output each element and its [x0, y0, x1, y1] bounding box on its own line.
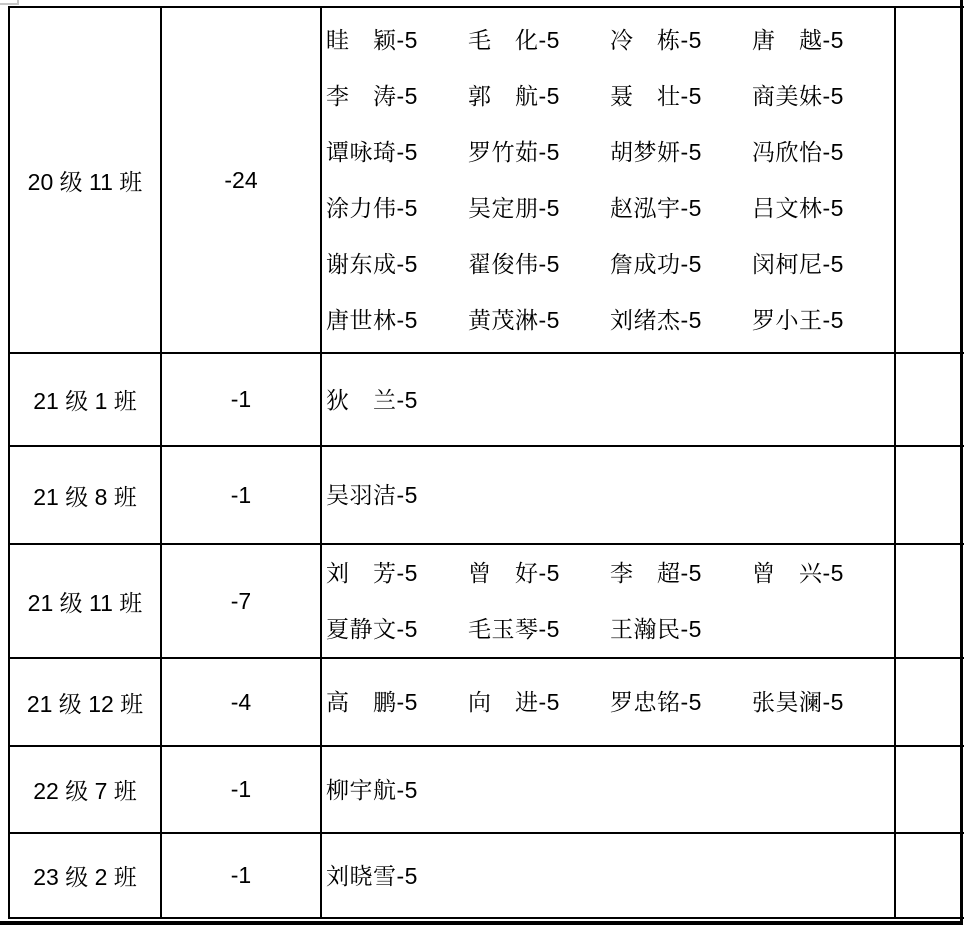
student-names-cell [321, 544, 895, 658]
names-line [326, 292, 894, 348]
student-name: 闵柯尼-5 [752, 251, 844, 277]
student-name: 毛 化-5 [468, 27, 560, 53]
class-label-cell: 20 级 11 班 [9, 7, 161, 353]
student-name: 吴羽洁-5 [326, 482, 418, 508]
student-name: 曾 好-5 [468, 560, 560, 586]
names-line [326, 545, 894, 601]
student-names-cell [321, 658, 895, 746]
student-names-cell [321, 833, 895, 918]
table-row [9, 833, 964, 918]
student-name: 聂 壮-5 [610, 83, 702, 109]
student-name: 赵泓宇-5 [610, 195, 702, 221]
deduction-total-cell: -1 [161, 446, 321, 544]
class-label-cell: 23 级 2 班 [9, 833, 161, 918]
names-line [326, 601, 894, 657]
table-row [9, 746, 964, 833]
student-name: 罗忠铭-5 [610, 689, 702, 715]
student-name: 郭 航-5 [468, 83, 560, 109]
names-line [326, 372, 894, 428]
deduction-total-cell: -1 [161, 833, 321, 918]
names-line [326, 236, 894, 292]
student-name: 刘晓雪-5 [326, 862, 418, 889]
table-container [8, 6, 964, 919]
class-label-cell: 21 级 12 班 [9, 658, 161, 746]
student-name: 狄 兰-5 [326, 386, 418, 413]
student-name: 张昊澜-5 [752, 689, 844, 715]
table-row [9, 7, 964, 353]
student-name: 谭咏琦-5 [326, 139, 418, 165]
class-label-cell: 22 级 7 班 [9, 746, 161, 833]
names-line [326, 124, 894, 180]
student-names-cell [321, 446, 895, 544]
page-bottom-edge [0, 921, 963, 925]
student-name: 高 鹏-5 [326, 689, 418, 715]
empty-cell [895, 7, 964, 353]
names-line [326, 674, 894, 730]
class-deduction-table [8, 6, 964, 919]
student-name: 唐 越-5 [752, 27, 844, 53]
student-name: 向 进-5 [468, 689, 560, 715]
student-name: 刘绪杰-5 [610, 307, 702, 333]
student-name: 夏静文-5 [326, 616, 418, 642]
student-name: 涂力伟-5 [326, 195, 418, 221]
deduction-total-cell: -1 [161, 746, 321, 833]
page-right-edge [960, 0, 963, 925]
student-name: 曾 兴-5 [752, 560, 844, 586]
names-line [326, 467, 894, 523]
student-name: 罗竹茹-5 [468, 139, 560, 165]
student-name: 胡梦妍-5 [610, 139, 702, 165]
student-name: 吕文林-5 [752, 195, 844, 221]
student-names-cell [321, 7, 895, 353]
empty-cell [895, 544, 964, 658]
student-name: 毛玉琴-5 [468, 616, 560, 642]
student-name: 刘 芳-5 [326, 560, 418, 586]
deduction-total-cell: -4 [161, 658, 321, 746]
class-label-cell: 21 级 8 班 [9, 446, 161, 544]
student-name: 冷 栋-5 [610, 27, 702, 53]
names-line [326, 180, 894, 236]
student-name: 冯欣怡-5 [752, 139, 844, 165]
page-corner-mark-vertical [17, 0, 19, 5]
names-line [326, 12, 894, 68]
empty-cell [895, 353, 964, 446]
deduction-total-cell: -1 [161, 353, 321, 446]
student-name: 谢东成-5 [326, 251, 418, 277]
student-name: 吴定朋-5 [468, 195, 560, 221]
student-name: 王瀚民-5 [610, 616, 702, 642]
student-name: 李 涛-5 [326, 83, 418, 109]
student-names-cell [321, 353, 895, 446]
class-label-cell: 21 级 1 班 [9, 353, 161, 446]
student-name: 眭 颖-5 [326, 27, 418, 53]
empty-cell [895, 833, 964, 918]
student-names-cell [321, 746, 895, 833]
deduction-total-cell: -7 [161, 544, 321, 658]
names-line [326, 68, 894, 124]
student-name: 柳宇航-5 [326, 776, 418, 803]
empty-cell [895, 658, 964, 746]
student-name: 黄茂淋-5 [468, 307, 560, 333]
names-line [326, 762, 894, 818]
class-label-cell: 21 级 11 班 [9, 544, 161, 658]
student-name: 罗小王-5 [752, 307, 844, 333]
table-row [9, 658, 964, 746]
empty-cell [895, 746, 964, 833]
student-name: 翟俊伟-5 [468, 251, 560, 277]
student-name: 商美妹-5 [752, 83, 844, 109]
student-name: 唐世林-5 [326, 307, 418, 333]
names-line [326, 848, 894, 904]
table-row [9, 446, 964, 544]
student-name: 李 超-5 [610, 560, 702, 586]
student-name: 詹成功-5 [610, 251, 702, 277]
table-row [9, 544, 964, 658]
table-row [9, 353, 964, 446]
deduction-total-cell: -24 [161, 7, 321, 353]
empty-cell [895, 446, 964, 544]
class-deduction-table-body [9, 7, 964, 918]
